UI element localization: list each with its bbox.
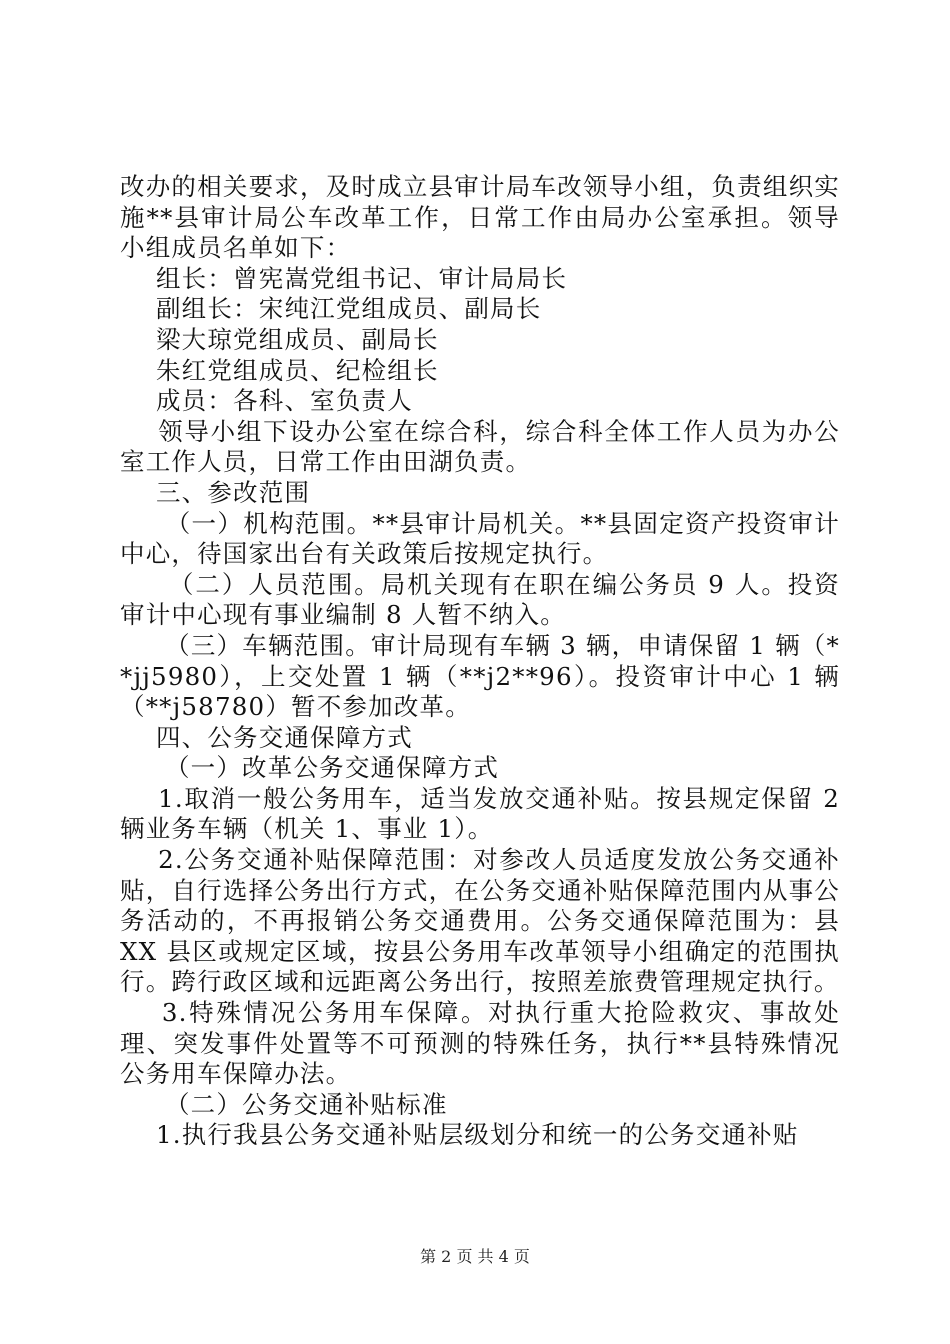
document-body [120, 172, 849, 1151]
subsection-heading: （二）公务交通补贴标准 [120, 1089, 448, 1119]
paragraph: （二）人员范围。局机关现有在职在编公务员 9 人。投资审计中心现有事业编制 8 人暂不纳入。 [120, 569, 840, 630]
paragraph: 朱红党组成员、纪检组长 [120, 355, 439, 385]
section-heading: 三、参改范围 [120, 477, 311, 507]
page-number-label: 第 2 页 共 4 页 [420, 1247, 530, 1266]
subsection-heading: （一）改革公务交通保障方式 [120, 753, 500, 783]
section-heading: 四、公务交通保障方式 [120, 722, 413, 752]
paragraph: 3.特殊情况公务用车保障。对执行重大抢险救灾、事故处理、突发事件处置等不可预测的特殊任务，执行**县特殊情况公务用车保障办法。 [120, 998, 841, 1089]
paragraph: 副组长：宋纯江党组成员、副局长 [120, 294, 542, 324]
paragraph: 组长：曾宪嵩党组书记、审计局局长 [120, 263, 568, 293]
paragraph: （一）机构范围。**县审计局机关。**县固定资产投资审计中心，待国家出台有关政策后按规定执行。 [120, 508, 840, 569]
paragraph: 成员：各科、室负责人 [120, 386, 413, 416]
paragraph: 改办的相关要求，及时成立县审计局车改领导小组，负责组织实施**县审计局公车改革工作，日常工作由局办公室承担。领导小组成员名单如下： [120, 172, 840, 263]
paragraph: 2.公务交通补贴保障范围：对参改人员适度发放公务交通补贴，自行选择公务出行方式，在公务交通补贴保障范围内从事公务活动的，不再报销公务交通费用。公务交通保障范围为：县 XX 县区或规定区域，按县公务用车改革领导小组确定的范围执行。跨行政区域和远距离公务出行，按照差旅费管理规定执行。 [120, 845, 849, 997]
paragraph: （三）车辆范围。审计局现有车辆 3 辆，申请保留 1 辆（**jj5980），上交处置 1 辆（**j2**96）。投资审计中心 1 辆（**j58780）暂不参加改革。 [120, 630, 840, 722]
paragraph: 领导小组下设办公室在综合科，综合科全体工作人员为办公室工作人员，日常工作由田湖负责。 [120, 416, 840, 477]
paragraph: 1.执行我县公务交通补贴层级划分和统一的公务交通补贴 [120, 1120, 799, 1150]
page-footer [0, 1244, 950, 1267]
paragraph: 1.取消一般公务用车，适当发放交通补贴。按县规定保留 2 辆业务车辆（机关 1、事业 1）。 [120, 783, 849, 844]
paragraph: 梁大琼党组成员、副局长 [120, 324, 439, 354]
